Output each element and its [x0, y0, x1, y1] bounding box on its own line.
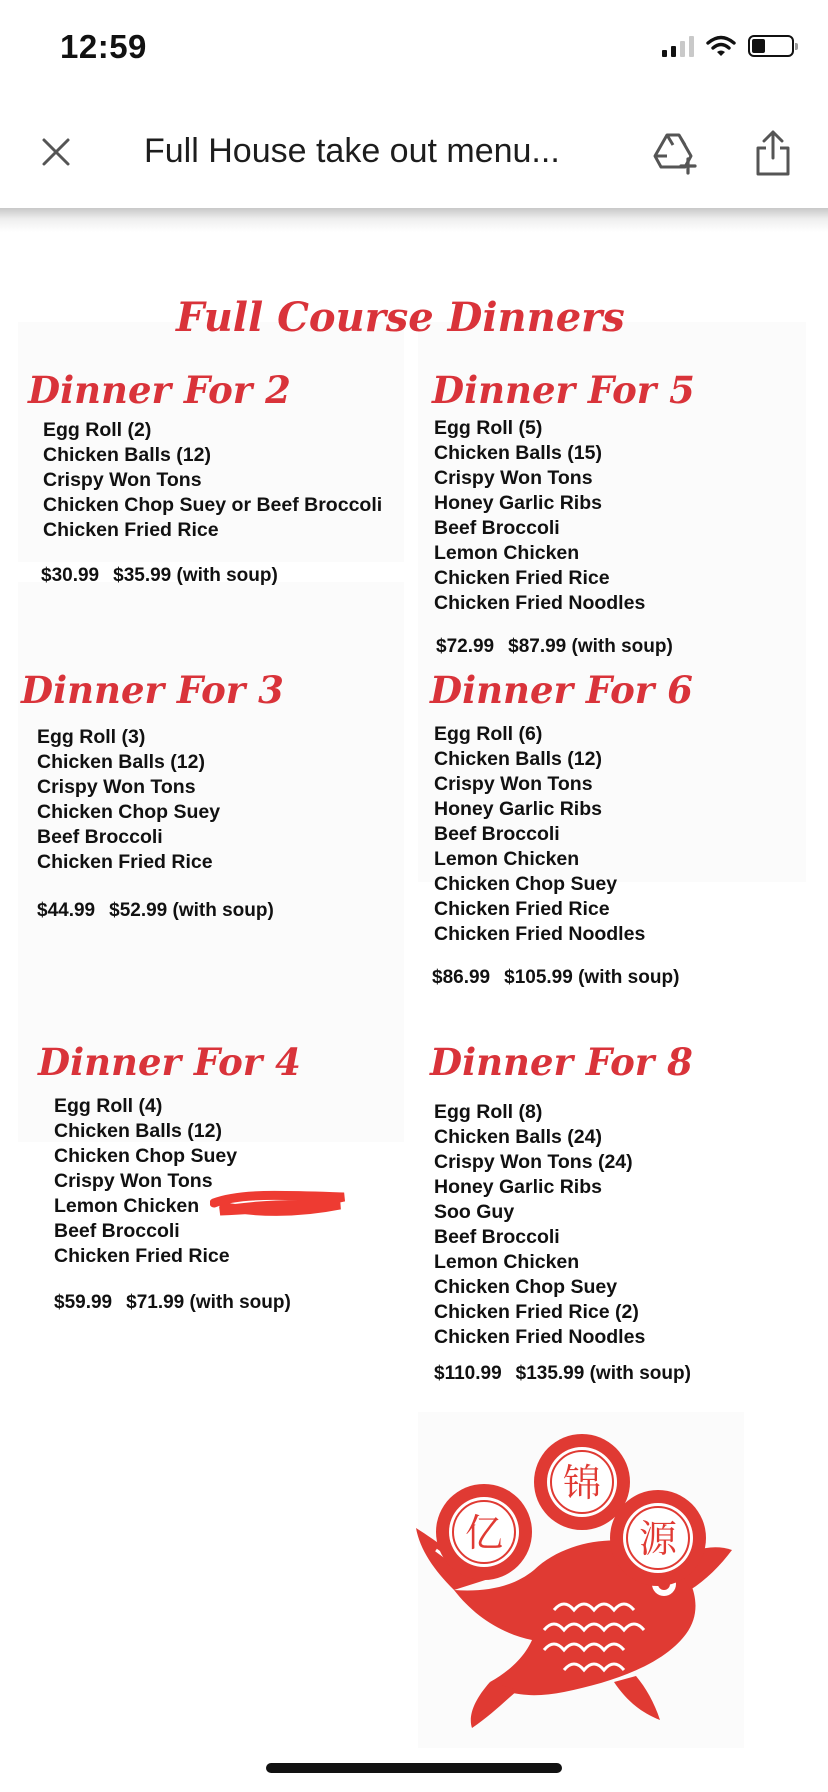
- menu-item: Lemon Chicken: [434, 542, 580, 564]
- dinner-for-8-heading: Dinner For 8: [430, 1040, 693, 1084]
- dinner-for-8-items: [434, 1100, 645, 1350]
- menu-item: Crispy Won Tons: [43, 469, 202, 491]
- menu-item: Chicken Chop Suey: [37, 801, 221, 823]
- menu-item: Chicken Balls (24): [434, 1126, 602, 1148]
- menu-item: Chicken Chop Suey: [434, 1276, 618, 1298]
- menu-item: Lemon Chicken: [54, 1195, 200, 1217]
- menu-item: Chicken Fried Rice: [37, 851, 213, 873]
- menu-item: Crispy Won Tons (24): [434, 1151, 633, 1173]
- menu-item: Egg Roll (4): [54, 1095, 163, 1117]
- close-icon: [41, 137, 71, 167]
- menu-item: Chicken Balls (12): [434, 748, 602, 770]
- menu-item: Beef Broccoli: [434, 823, 560, 845]
- menu-item: Egg Roll (5): [434, 417, 543, 439]
- price-with-soup: $52.99 (with soup): [109, 900, 274, 921]
- dinner-for-3-heading: Dinner For 3: [21, 668, 284, 712]
- menu-item: Chicken Fried Noodles: [434, 592, 646, 614]
- logo-character: 亿: [464, 1511, 504, 1555]
- menu-item: Chicken Fried Rice: [434, 567, 610, 589]
- menu-item: Chicken Fried Rice: [54, 1245, 230, 1267]
- drive-add-icon: [651, 131, 699, 175]
- menu-item: Chicken Fried Rice: [43, 519, 219, 541]
- dinner-for-3-price: [37, 900, 274, 922]
- menu-item: Crispy Won Tons: [434, 467, 593, 489]
- battery-icon: [748, 35, 794, 57]
- dinner-for-5-heading: Dinner For 5: [432, 368, 695, 412]
- dinner-for-3-items: [37, 725, 220, 875]
- menu-item: Chicken Balls (12): [43, 444, 211, 466]
- logo-character: 源: [638, 1517, 678, 1561]
- menu-item: Lemon Chicken: [434, 848, 580, 870]
- price: $30.99: [41, 565, 100, 586]
- menu-item: Chicken Chop Suey: [434, 873, 618, 895]
- viewer-toolbar: [0, 100, 828, 208]
- dinner-for-4-items: [54, 1094, 237, 1269]
- share-button[interactable]: [748, 126, 798, 180]
- redaction-scribble: [210, 1185, 350, 1219]
- dinner-for-2-heading: Dinner For 2: [28, 368, 291, 412]
- menu-item: Crispy Won Tons: [37, 776, 196, 798]
- logo-character: 锦: [562, 1461, 602, 1505]
- toolbar-shadow: [0, 208, 828, 232]
- price: $86.99: [432, 967, 491, 988]
- koi-fish-logo: [414, 1420, 744, 1730]
- dinner-for-8-price: [434, 1363, 691, 1385]
- menu-item: Egg Roll (6): [434, 723, 543, 745]
- price-with-soup: $71.99 (with soup): [126, 1292, 291, 1313]
- status-time: 12:59: [60, 28, 147, 65]
- dinner-for-4-price: [54, 1292, 291, 1314]
- dinner-for-2-price: [41, 565, 278, 587]
- price: $44.99: [37, 900, 96, 921]
- cellular-signal-icon: [662, 35, 694, 57]
- menu-item: Honey Garlic Ribs: [434, 798, 602, 820]
- add-to-drive-button[interactable]: [650, 128, 700, 178]
- menu-item: Chicken Chop Suey: [54, 1145, 238, 1167]
- share-icon: [755, 130, 791, 176]
- menu-item: Beef Broccoli: [54, 1220, 180, 1242]
- document-title: Full House take out menu...: [144, 132, 560, 170]
- menu-item: Chicken Balls (12): [37, 751, 205, 773]
- dinner-for-6-price: [432, 967, 679, 989]
- menu-item: Chicken Chop Suey or Beef Broccoli: [43, 494, 383, 516]
- price: $59.99: [54, 1292, 113, 1313]
- wifi-icon: [706, 35, 736, 57]
- dinner-for-6-items: [434, 722, 645, 947]
- dinner-for-2-items: [43, 418, 382, 543]
- menu-main-heading: Full Course Dinners: [176, 294, 625, 341]
- price: $110.99: [434, 1363, 502, 1384]
- price-with-soup: $87.99 (with soup): [508, 636, 673, 657]
- menu-item: Crispy Won Tons: [54, 1170, 213, 1192]
- menu-item: Chicken Fried Noodles: [434, 923, 646, 945]
- dinner-for-4-heading: Dinner For 4: [38, 1040, 301, 1084]
- dinner-for-5-items: [434, 416, 645, 616]
- menu-item: Honey Garlic Ribs: [434, 1176, 602, 1198]
- menu-item: Lemon Chicken: [434, 1251, 580, 1273]
- menu-item: Egg Roll (2): [43, 419, 152, 441]
- menu-item: Chicken Balls (12): [54, 1120, 222, 1142]
- price-with-soup: $35.99 (with soup): [113, 565, 278, 586]
- status-bar: [0, 0, 828, 100]
- menu-item: Chicken Fried Rice (2): [434, 1301, 639, 1323]
- menu-document: [0, 232, 828, 1752]
- menu-item: Beef Broccoli: [434, 1226, 560, 1248]
- dinner-for-5-price: [436, 636, 673, 658]
- menu-item: Crispy Won Tons: [434, 773, 593, 795]
- menu-item: Chicken Fried Noodles: [434, 1326, 646, 1348]
- dinner-for-6-heading: Dinner For 6: [430, 668, 693, 712]
- menu-item: Chicken Balls (15): [434, 442, 602, 464]
- menu-item: Beef Broccoli: [434, 517, 560, 539]
- menu-item: Beef Broccoli: [37, 826, 163, 848]
- price-with-soup: $135.99 (with soup): [515, 1363, 691, 1384]
- menu-item: Chicken Fried Rice: [434, 898, 610, 920]
- close-button[interactable]: [34, 130, 78, 174]
- menu-item: Honey Garlic Ribs: [434, 492, 602, 514]
- home-indicator[interactable]: [266, 1763, 562, 1773]
- price: $72.99: [436, 636, 495, 657]
- status-icons: [662, 35, 794, 57]
- menu-item: Soo Guy: [434, 1201, 515, 1223]
- menu-item: Egg Roll (3): [37, 726, 146, 748]
- menu-item: Egg Roll (8): [434, 1101, 543, 1123]
- price-with-soup: $105.99 (with soup): [504, 967, 680, 988]
